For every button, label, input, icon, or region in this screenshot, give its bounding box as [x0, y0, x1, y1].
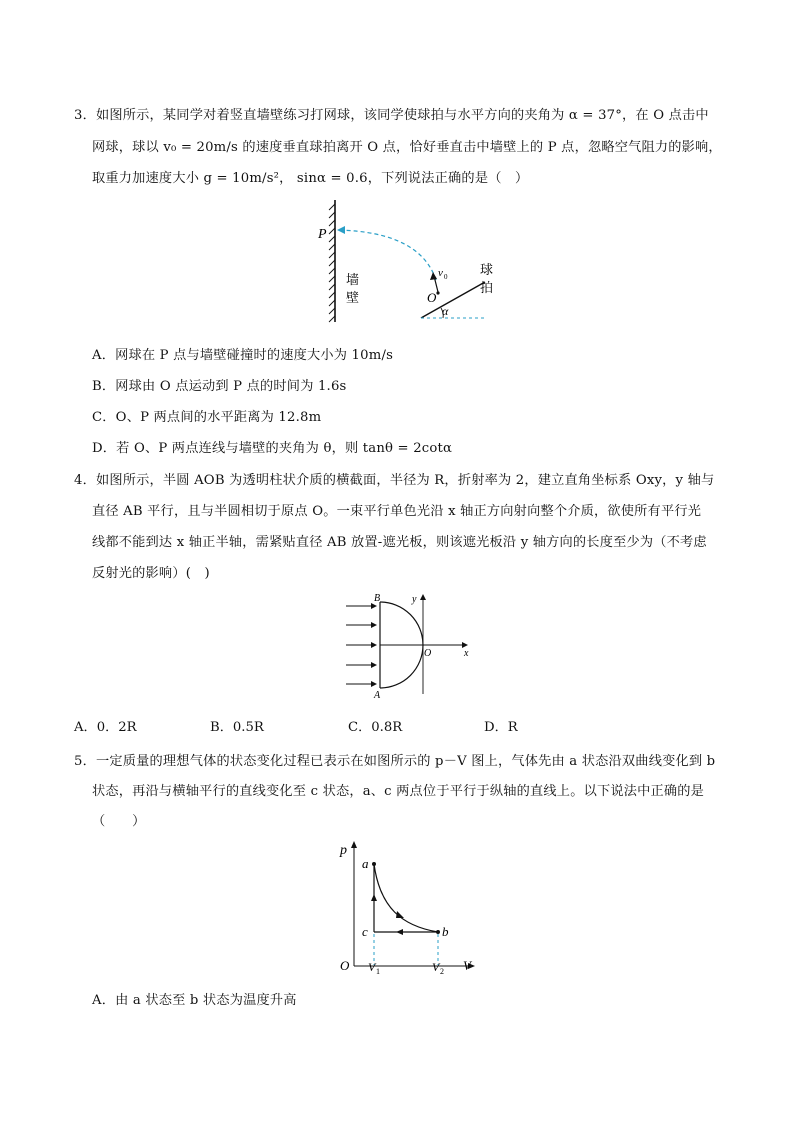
q3-label-racket-1: 球 [480, 262, 494, 277]
q4-label-B: B [374, 593, 381, 604]
q3-trajectory-arrow [337, 226, 345, 234]
q4-option-c: C．0.8R [348, 720, 403, 735]
q5-point-a [372, 862, 376, 866]
q3-option-c: C．O、P 两点间的水平距离为 12.8m [92, 410, 322, 425]
q3-option-a: A．网球在 P 点与墙壁碰撞时的速度大小为 10m/s [92, 348, 394, 363]
q4-ray-arrowheads [371, 603, 377, 687]
q4-label-y: y [412, 594, 417, 605]
q3-option-b: B．网球由 O 点运动到 P 点的时间为 1.6s [92, 379, 347, 394]
q4-label-O: O [424, 648, 432, 659]
q5-arrow-ab [396, 911, 404, 918]
q3-label-alpha: α [442, 304, 449, 318]
q5-label-V1-sub: 1 [376, 967, 380, 976]
q3-label-O: O [427, 290, 437, 305]
q4-option-d: D．R [484, 720, 518, 735]
q5-option-a: A．由 a 状态至 b 状态为温度升高 [92, 993, 297, 1008]
q3-label-wall-2: 壁 [346, 290, 360, 305]
q4-option-b: B．0.5R [210, 720, 264, 735]
q5-label-V: V [463, 958, 471, 973]
q3-label-v0-sub: 0 [444, 273, 448, 281]
q5-label-V2: V [432, 960, 440, 974]
q3-point-O [436, 291, 439, 294]
q3-stem-line-3: 取重力加速度大小 g = 10m/s²， sinα = 0.6，下列说法正确的是（ ） [92, 171, 529, 186]
q4-stem-line-2: 直径 AB 平行，且与半圆相切于原点 O。一束平行单色光沿 x 轴正方向射向整个介质，欲使所有平行光 [92, 504, 702, 519]
q3-stem-line-1: 3．如图所示，某同学对着竖直墙壁练习打网球，该同学使球拍与水平方向的夹角为 α = 37°，在 O 点击中 [74, 108, 709, 123]
q5-label-V2-sub: 2 [440, 967, 444, 976]
q5-label-V1: V [368, 960, 376, 974]
q5-arrow-ca [371, 894, 377, 901]
q5-hyperbola-ab [374, 864, 438, 932]
q3-label-v0: v [438, 267, 443, 279]
q5-stem-line-1: 5．一定质量的理想气体的状态变化过程已表示在如图所示的 p－V 图上，气体先由 a 状态沿双曲线变化到 b [74, 754, 716, 769]
q3-label-wall-1: 墙 [346, 272, 360, 287]
q5-label-a: a [362, 856, 369, 871]
q4-stem-line-1: 4．如图所示，半圆 AOB 为透明柱状介质的横截面，半径为 R，折射率为 2，建立直角坐标系 Oxy，y 轴与 [74, 473, 715, 488]
q3-label-P: P [318, 227, 327, 242]
q5-label-b: b [442, 924, 449, 939]
q3-option-d: D．若 O、P 两点连线与墙壁的夹角为 θ，则 tanθ = 2cotα [92, 441, 453, 456]
q5-label-O: O [340, 958, 350, 973]
q3-figure [310, 196, 510, 326]
q4-figure [338, 590, 478, 702]
q4-option-a: A．0．2R [74, 720, 137, 735]
q3-stem-line-2: 网球，球以 v₀ = 20m/s 的速度垂直球拍离开 O 点，恰好垂直击中墙壁上的 P 点，忽略空气阻力的影响， [92, 140, 722, 155]
q4-y-arrow [420, 594, 426, 600]
q5-label-p: p [340, 843, 347, 858]
q3-label-racket-2: 拍 [480, 280, 494, 295]
q3-wall-hatch [329, 204, 335, 322]
q5-p-arrow [351, 841, 357, 848]
q4-label-x: x [464, 648, 469, 659]
q5-stem-line-3: （ ） [92, 814, 146, 829]
q4-stem-line-4: 反射光的影响）( ) [92, 566, 210, 581]
q5-point-b [436, 930, 440, 934]
q5-stem-line-2: 状态，再沿与横轴平行的直线变化至 c 状态，a、c 两点位于平行于纵轴的直线上。以下说法中正确的是 [92, 784, 705, 799]
q5-figure [332, 838, 482, 978]
q4-label-A: A [374, 690, 381, 701]
q4-stem-line-3: 线都不能到达 x 轴正半轴，需紧贴直径 AB 放置-遮光板，则该遮光板沿 y 轴方向的长度至少为（不考虑 [92, 535, 707, 550]
q5-label-c: c [362, 924, 368, 939]
q3-velocity-arrowhead [430, 272, 437, 280]
q5-arrow-bc [396, 929, 403, 935]
